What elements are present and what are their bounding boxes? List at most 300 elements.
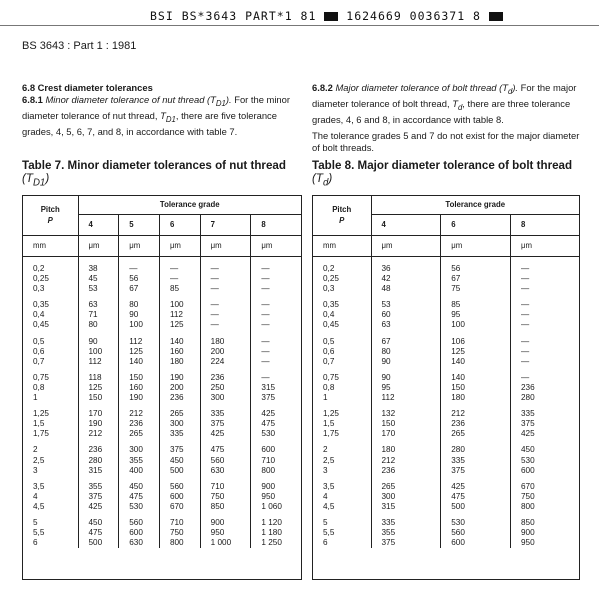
- table-row: [313, 320, 579, 330]
- tolerance-cell: —: [261, 372, 270, 382]
- tolerance-cell: 67: [441, 274, 511, 284]
- tolerance-cell: —: [200, 320, 251, 330]
- table-row: [313, 466, 579, 476]
- tolerance-cell: 180: [159, 357, 200, 367]
- tolerance-cell: —: [261, 264, 270, 273]
- tolerance-cell: —: [261, 310, 270, 320]
- table-row: [23, 439, 301, 455]
- tolerance-cell: 95: [371, 383, 441, 393]
- tolerance-cell: 236: [521, 382, 535, 392]
- table-row: [23, 331, 301, 347]
- tolerance-cell: 1 060: [261, 501, 282, 511]
- grade-header-4: 4: [371, 215, 441, 236]
- table-row: [313, 383, 579, 393]
- pitch-cell: 0,7: [313, 357, 371, 367]
- tolerance-cell: —: [200, 257, 251, 275]
- tolerance-cell: 450: [521, 445, 535, 455]
- table8: [313, 196, 579, 548]
- tolerance-cell: 300: [200, 393, 251, 403]
- tolerance-cell: 500: [441, 502, 511, 512]
- table7-title: Table 7. Minor diameter tolerances of nut thread $(T_{D1})$: [22, 159, 286, 189]
- tolerance-cell: 125: [159, 320, 200, 330]
- tolerance-cell: 236: [371, 466, 441, 476]
- table-row: [23, 284, 301, 294]
- tolerance-cell: 200: [200, 347, 251, 357]
- tolerance-cell: 355: [78, 476, 119, 492]
- tolerance-cell: 630: [119, 538, 160, 548]
- pitch-cell: 0,35: [23, 294, 78, 310]
- tolerance-cell: 140: [159, 331, 200, 347]
- tolerance-cell: 1 250: [261, 538, 282, 548]
- table-row: [313, 502, 579, 512]
- pitch-cell: 1,5: [313, 419, 371, 429]
- tolerance-cell: 300: [119, 439, 160, 455]
- tolerance-cell: 425: [200, 429, 251, 439]
- table-row: [23, 320, 301, 330]
- tolerance-cell: 280: [521, 393, 535, 403]
- pitch-cell: 6: [23, 538, 78, 548]
- pitch-cell: 1,5: [23, 419, 78, 429]
- tolerance-cell: 90: [371, 357, 441, 367]
- pitch-cell: 0,8: [23, 383, 78, 393]
- tolerance-cell: 180: [200, 331, 251, 347]
- tolerance-cell: 450: [78, 512, 119, 528]
- table-row: [313, 419, 579, 429]
- tolerance-cell: 95: [441, 310, 511, 320]
- tolerance-cell: 265: [119, 429, 160, 439]
- tolerance-cell: 475: [200, 439, 251, 455]
- pitch-cell: 0,75: [23, 367, 78, 383]
- tolerance-cell: 236: [159, 393, 200, 403]
- pitch-cell: 3,5: [23, 476, 78, 492]
- tolerance-cell: 118: [78, 367, 119, 383]
- tolerance-cell: 280: [78, 456, 119, 466]
- tolerance-cell: 560: [441, 528, 511, 538]
- tolerance-cell: 45: [78, 274, 119, 284]
- tolerance-cell: 190: [159, 367, 200, 383]
- pitch-cell: 0,8: [313, 383, 371, 393]
- tolerance-cell: 600: [441, 538, 511, 548]
- tolerance-cell: —: [261, 284, 270, 294]
- tolerance-cell: 38: [78, 257, 119, 275]
- tolerance-cell: 236: [441, 419, 511, 429]
- tolerance-cell: 315: [371, 502, 441, 512]
- tolerance-cell: 450: [159, 456, 200, 466]
- tolerance-cell: 800: [521, 501, 535, 511]
- tolerance-cell: 375: [200, 419, 251, 429]
- pitch-label: Pitch: [332, 205, 352, 215]
- tolerance-cell: 56: [119, 274, 160, 284]
- tolerance-cell: 100: [441, 320, 511, 330]
- tolerance-cell: 90: [371, 367, 441, 383]
- pitch-header-cell: [23, 196, 78, 236]
- tolerance-cell: 375: [441, 466, 511, 476]
- tolerance-cell: —: [521, 284, 530, 294]
- tolerance-cell: 750: [200, 492, 251, 502]
- tolerance-cell: —: [200, 274, 251, 284]
- tolerance-cell: —: [521, 356, 530, 366]
- tolerance-cell: 315: [78, 466, 119, 476]
- table-row: [23, 367, 301, 383]
- grade-header-7: 7: [200, 215, 251, 236]
- pitch-cell: 0,45: [23, 320, 78, 330]
- pitch-cell: 3: [23, 466, 78, 476]
- tolerance-cell: 150: [78, 393, 119, 403]
- tolerance-cell: 750: [521, 491, 535, 501]
- pitch-cell: 2,5: [23, 456, 78, 466]
- table-row: [23, 257, 301, 275]
- table-row: [23, 476, 301, 492]
- document-reference: BS 3643 : Part 1 : 1981: [22, 40, 137, 52]
- tolerance-cell: 670: [159, 502, 200, 512]
- tolerance-cell: 150: [119, 367, 160, 383]
- pitch-cell: 4: [313, 492, 371, 502]
- table-row: [23, 492, 301, 502]
- tolerance-cell: —: [521, 372, 530, 382]
- pitch-cell: 5: [23, 512, 78, 528]
- stamp-text: BSI BS*3643 PART*1 81: [150, 9, 317, 23]
- tolerance-cell: —: [261, 356, 270, 366]
- table-row: [313, 274, 579, 284]
- clause-title: Minor diameter tolerance of nut thread $(T_{D1})$.: [45, 94, 232, 108]
- tolerance-cell: 425: [441, 476, 511, 492]
- tolerance-cell: 355: [371, 528, 441, 538]
- table-row: [313, 347, 579, 357]
- table-row: [313, 429, 579, 439]
- pitch-cell: 0,3: [313, 284, 371, 294]
- table-row: [23, 466, 301, 476]
- table-row: [23, 274, 301, 284]
- pitch-cell: 6: [313, 538, 371, 548]
- grade-header-5: 5: [119, 215, 160, 236]
- pitch-cell: 0,2: [23, 257, 78, 275]
- tolerance-grade-header: Tolerance grade: [371, 196, 579, 215]
- table-row: [313, 367, 579, 383]
- pitch-cell: 0,25: [313, 274, 371, 284]
- clause-title: Major diameter tolerance of bolt thread $(T_d)$.: [335, 82, 519, 96]
- unit-um: μm: [441, 236, 511, 257]
- clause-6-8-2: 6.8.2 Major diameter tolerance of bolt thread $(T_d)$. For the major diameter tolerance of bolt thread, $T_d$, there are three tolerance grades, 4, 6 and 8, in accordance with table 8.: [312, 82, 577, 125]
- pitch-cell: 1: [23, 393, 78, 403]
- tolerance-cell: 500: [78, 538, 119, 548]
- tolerance-cell: 160: [119, 383, 160, 393]
- tolerance-cell: 335: [441, 456, 511, 466]
- pitch-cell: 1: [313, 393, 371, 403]
- tolerance-cell: 600: [159, 492, 200, 502]
- tolerance-cell: 950: [261, 491, 276, 501]
- table-row: [313, 538, 579, 548]
- tolerance-cell: 170: [371, 429, 441, 439]
- pitch-cell: 3,5: [313, 476, 371, 492]
- tolerance-cell: 224: [200, 357, 251, 367]
- tolerance-cell: 63: [371, 320, 441, 330]
- pitch-cell: 0,4: [23, 310, 78, 320]
- tolerance-cell: 212: [371, 456, 441, 466]
- tolerance-cell: 710: [200, 476, 251, 492]
- table-row: [23, 528, 301, 538]
- tolerance-cell: 800: [261, 465, 276, 475]
- table-row: [313, 331, 579, 347]
- tolerance-cell: 48: [371, 284, 441, 294]
- pitch-cell: 4: [23, 492, 78, 502]
- pitch-cell: 2: [23, 439, 78, 455]
- tolerance-cell: 112: [371, 393, 441, 403]
- tolerance-cell: 90: [78, 331, 119, 347]
- unit-mm: mm: [313, 236, 371, 257]
- pitch-cell: 1,25: [313, 403, 371, 419]
- right-text-block: [312, 82, 584, 154]
- tolerance-cell: 530: [521, 455, 535, 465]
- table-row: [313, 284, 579, 294]
- tolerance-cell: 200: [159, 383, 200, 393]
- tolerance-cell: 1 120: [261, 517, 282, 527]
- tolerance-cell: 236: [200, 367, 251, 383]
- tolerance-cell: 67: [371, 331, 441, 347]
- tolerance-cell: 475: [119, 492, 160, 502]
- section-heading: 6.8 Crest diameter tolerances: [22, 82, 153, 93]
- tolerance-cell: —: [159, 257, 200, 275]
- tolerance-cell: 950: [200, 528, 251, 538]
- tolerance-cell: —: [521, 336, 530, 346]
- table-row: [313, 310, 579, 320]
- tolerance-cell: 180: [371, 439, 441, 455]
- tolerance-cell: 160: [159, 347, 200, 357]
- tolerance-cell: 250: [200, 383, 251, 393]
- bsi-header-stamp: [150, 9, 503, 23]
- tolerance-cell: 212: [78, 429, 119, 439]
- clause-note: The tolerance grades 5 and 7 do not exist for the major diameter of bolt threads.: [312, 129, 580, 153]
- unit-um: μm: [78, 236, 119, 257]
- table-row: [23, 419, 301, 429]
- grade-header-4: 4: [78, 215, 119, 236]
- tolerance-cell: 112: [119, 331, 160, 347]
- pitch-cell: 0,6: [313, 347, 371, 357]
- pitch-symbol: P: [47, 215, 53, 225]
- tolerance-cell: 900: [200, 512, 251, 528]
- tolerance-cell: 375: [261, 393, 276, 403]
- left-text-block: [22, 82, 294, 138]
- tolerance-cell: 67: [119, 284, 160, 294]
- tolerance-cell: —: [261, 346, 270, 356]
- tolerance-cell: 900: [261, 481, 276, 491]
- tolerance-cell: 80: [371, 347, 441, 357]
- grade-header-6: 6: [441, 215, 511, 236]
- tolerance-cell: 300: [371, 492, 441, 502]
- pitch-cell: 0,7: [23, 357, 78, 367]
- pitch-cell: 0,6: [23, 347, 78, 357]
- tolerance-cell: 950: [521, 538, 535, 548]
- tolerance-cell: 335: [200, 403, 251, 419]
- pitch-cell: 0,45: [313, 320, 371, 330]
- tolerance-cell: 315: [261, 382, 276, 392]
- table-row: [23, 357, 301, 367]
- table-row: [313, 357, 579, 367]
- tolerance-cell: 140: [119, 357, 160, 367]
- tolerance-cell: 75: [441, 284, 511, 294]
- tolerance-cell: 112: [159, 310, 200, 320]
- unit-um: μm: [371, 236, 441, 257]
- tolerance-cell: 425: [78, 502, 119, 512]
- tolerance-cell: 560: [200, 456, 251, 466]
- unit-um: μm: [251, 236, 301, 257]
- tolerance-cell: 1 180: [261, 528, 282, 538]
- table-row: [313, 528, 579, 538]
- table-row: [313, 456, 579, 466]
- table-row: [23, 347, 301, 357]
- tolerance-cell: 355: [119, 456, 160, 466]
- tolerance-cell: —: [261, 336, 270, 346]
- tolerance-cell: 280: [441, 439, 511, 455]
- stamp-number: 1624669 0036371 8: [346, 9, 481, 23]
- grade-header-8: 8: [261, 219, 266, 229]
- header-rule: [0, 25, 599, 26]
- tolerance-cell: 850: [200, 502, 251, 512]
- tolerance-cell: 750: [159, 528, 200, 538]
- unit-um: μm: [119, 236, 160, 257]
- tolerance-cell: 475: [441, 492, 511, 502]
- tolerance-cell: 400: [119, 466, 160, 476]
- tolerance-cell: 132: [371, 403, 441, 419]
- tolerance-cell: 125: [119, 347, 160, 357]
- unit-um: μm: [159, 236, 200, 257]
- tolerance-cell: 300: [159, 419, 200, 429]
- table-row: [313, 492, 579, 502]
- tolerance-cell: 375: [521, 419, 535, 429]
- tolerance-cell: 710: [159, 512, 200, 528]
- table-row: [313, 403, 579, 419]
- pitch-cell: 4,5: [23, 502, 78, 512]
- tolerance-cell: —: [200, 284, 251, 294]
- tolerance-cell: —: [261, 274, 270, 284]
- tolerance-grade-header: Tolerance grade: [78, 196, 301, 215]
- tolerance-cell: 560: [119, 512, 160, 528]
- pitch-cell: 1,25: [23, 403, 78, 419]
- tolerance-cell: 125: [441, 347, 511, 357]
- clause-number: 6.8.2: [312, 82, 333, 93]
- table-row: [313, 393, 579, 403]
- tolerance-cell: 90: [119, 310, 160, 320]
- tolerance-cell: 530: [261, 429, 276, 439]
- tolerance-cell: 500: [159, 466, 200, 476]
- tolerance-cell: 265: [371, 476, 441, 492]
- tolerance-cell: —: [119, 257, 160, 275]
- table7: [23, 196, 301, 548]
- tolerance-cell: 60: [371, 310, 441, 320]
- tolerance-cell: —: [521, 346, 530, 356]
- tolerance-cell: 125: [78, 383, 119, 393]
- tolerance-cell: 42: [371, 274, 441, 284]
- tolerance-cell: 180: [441, 393, 511, 403]
- pitch-cell: 5,5: [23, 528, 78, 538]
- tolerance-cell: —: [521, 264, 530, 273]
- tolerance-cell: 106: [441, 331, 511, 347]
- tolerance-cell: 140: [441, 357, 511, 367]
- pitch-cell: 0,35: [313, 294, 371, 310]
- tolerance-cell: 265: [441, 429, 511, 439]
- tolerance-cell: 170: [78, 403, 119, 419]
- unit-um: μm: [511, 236, 580, 257]
- tolerance-cell: —: [261, 300, 270, 310]
- tolerance-cell: 630: [200, 466, 251, 476]
- tolerance-cell: 335: [371, 512, 441, 528]
- tolerance-cell: 100: [78, 347, 119, 357]
- tolerance-cell: —: [521, 310, 530, 320]
- table-row: [23, 403, 301, 419]
- tolerance-cell: —: [159, 274, 200, 284]
- table-row: [313, 476, 579, 492]
- tolerance-cell: 800: [159, 538, 200, 548]
- tolerance-cell: 560: [159, 476, 200, 492]
- tolerance-cell: 670: [521, 481, 535, 491]
- black-block-mark: [324, 12, 338, 21]
- tolerance-cell: 80: [119, 294, 160, 310]
- tolerance-cell: 150: [441, 383, 511, 393]
- tolerance-cell: 85: [159, 284, 200, 294]
- pitch-symbol: P: [339, 215, 345, 225]
- table-row: [313, 294, 579, 310]
- tolerance-cell: 85: [441, 294, 511, 310]
- table-row: [23, 393, 301, 403]
- pitch-cell: 4,5: [313, 502, 371, 512]
- table-row: [313, 439, 579, 455]
- pitch-cell: 2: [313, 439, 371, 455]
- tolerance-cell: 265: [159, 403, 200, 419]
- tolerance-cell: 36: [371, 257, 441, 275]
- tolerance-cell: 600: [119, 528, 160, 538]
- tolerance-cell: 600: [521, 465, 535, 475]
- tolerance-cell: —: [200, 310, 251, 320]
- pitch-cell: 5: [313, 512, 371, 528]
- clause-6-8-1: 6.8.1 Minor diameter tolerance of nut thread $(T_{D1})$. For the minor diameter tolerance of nut thread, $T_{D1}$, there are five tolerance grades, 4, 5, 6, 7, and 8, in accordance with table 7.: [22, 94, 290, 137]
- tolerance-cell: 710: [261, 455, 276, 465]
- tolerance-cell: 150: [371, 419, 441, 429]
- clause-number: 6.8.1: [22, 94, 43, 105]
- tolerance-cell: 71: [78, 310, 119, 320]
- table-row: [23, 538, 301, 548]
- tolerance-cell: 80: [78, 320, 119, 330]
- pitch-cell: 3: [313, 466, 371, 476]
- unit-mm: mm: [23, 236, 78, 257]
- tolerance-cell: 425: [261, 409, 276, 419]
- table8-title: Table 8. Major diameter tolerance of bolt thread $(T_d)$: [312, 159, 573, 189]
- pitch-cell: 0,25: [23, 274, 78, 284]
- table-row: [23, 429, 301, 439]
- pitch-cell: 0,4: [313, 310, 371, 320]
- tolerance-cell: —: [261, 320, 270, 330]
- pitch-cell: 1,75: [23, 429, 78, 439]
- tolerance-cell: 100: [119, 320, 160, 330]
- pitch-cell: 0,5: [313, 331, 371, 347]
- pitch-label: Pitch: [40, 205, 60, 215]
- tolerance-cell: 53: [78, 284, 119, 294]
- tolerance-cell: —: [521, 320, 530, 330]
- black-block-mark: [489, 12, 503, 21]
- tolerance-cell: 850: [521, 517, 535, 527]
- table-row: [23, 294, 301, 310]
- tolerance-cell: 475: [261, 419, 276, 429]
- tolerance-cell: 236: [119, 419, 160, 429]
- pitch-cell: 0,75: [313, 367, 371, 383]
- tolerance-cell: 140: [441, 367, 511, 383]
- pitch-cell: 2,5: [313, 456, 371, 466]
- tolerance-cell: 530: [119, 502, 160, 512]
- tolerance-cell: 530: [441, 512, 511, 528]
- pitch-cell: 0,2: [313, 257, 371, 275]
- tolerance-cell: 450: [119, 476, 160, 492]
- tolerance-cell: —: [521, 274, 530, 284]
- tolerance-cell: 190: [119, 393, 160, 403]
- grade-header-8: 8: [521, 219, 526, 229]
